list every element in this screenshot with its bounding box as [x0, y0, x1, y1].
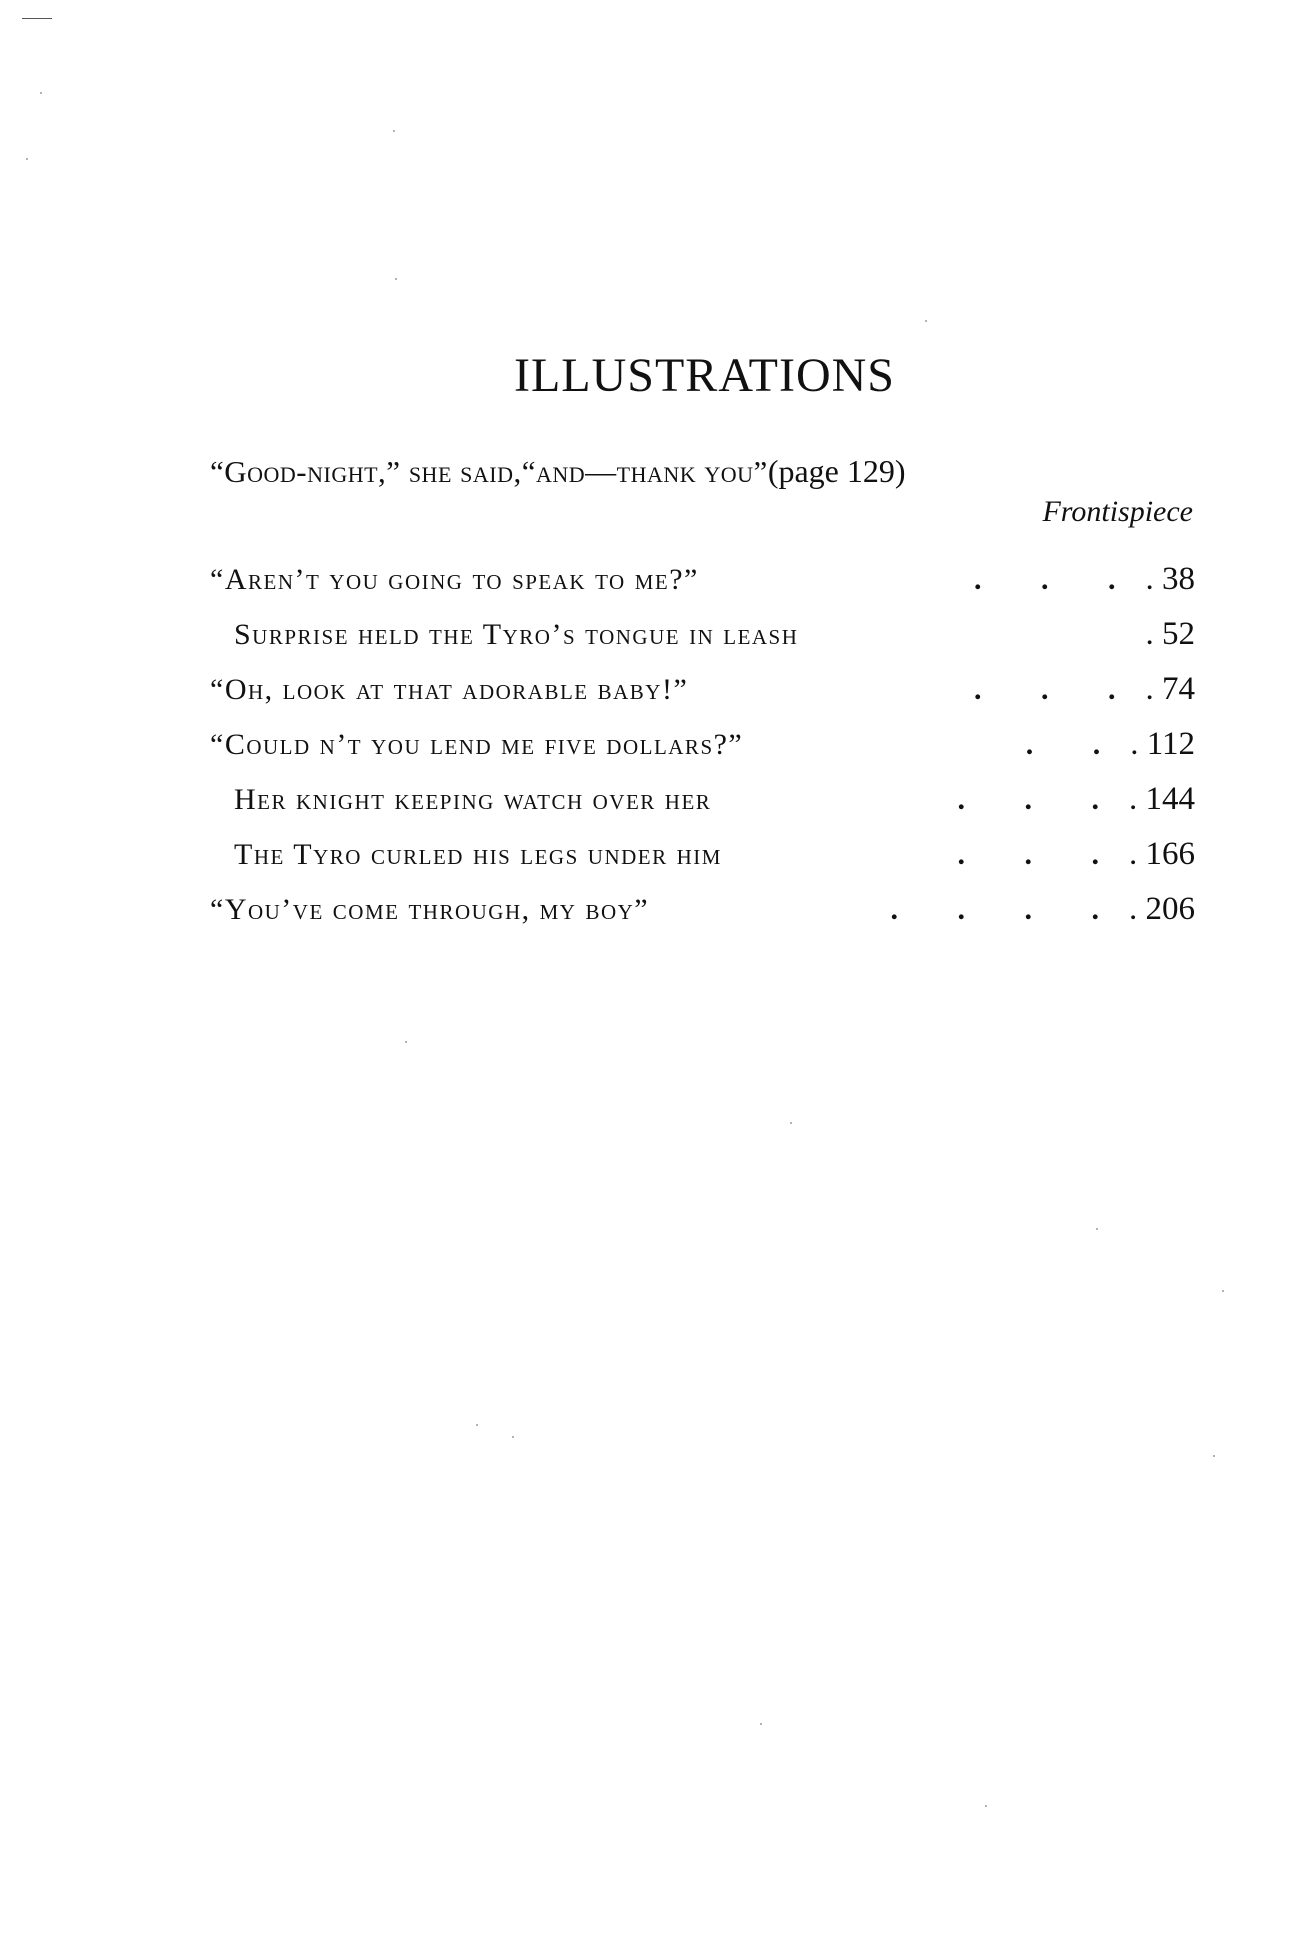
entry-caption: “Could n’t you lend me five dollars?”: [210, 728, 744, 761]
entry-page-number: . 166: [1129, 836, 1195, 872]
paper-speck: [1222, 1290, 1224, 1292]
top-rule: [22, 18, 52, 19]
paper-speck: [26, 158, 28, 160]
dot-leader: . . . .: [890, 893, 1125, 926]
paper-speck: [405, 1041, 407, 1043]
dot-leader: . . .: [974, 673, 1142, 706]
list-item: [210, 552, 1195, 607]
list-item: [210, 607, 1195, 662]
paper-speck: [1213, 1455, 1215, 1457]
entry-page-number: . 74: [1145, 671, 1195, 707]
entry-caption: Her knight keeping watch over her: [234, 783, 712, 816]
frontispiece-entry: [210, 450, 1195, 492]
paper-speck: [393, 130, 395, 132]
page-title: ILLUSTRATIONS: [514, 349, 895, 402]
list-item: [210, 827, 1195, 882]
paper-speck: [1096, 1228, 1098, 1230]
illustrations-list: [210, 450, 1195, 937]
paper-speck: [790, 1122, 792, 1124]
entry-page-number: . 206: [1129, 891, 1195, 927]
entry-page-number: . 38: [1145, 561, 1195, 597]
paper-speck: [925, 320, 927, 322]
frontispiece-page-ref: (page 129): [767, 453, 906, 489]
paper-speck: [512, 1436, 514, 1438]
dot-leader: . . .: [957, 838, 1125, 871]
dot-leader: . . .: [974, 563, 1142, 596]
entry-caption: “Aren’t you going to speak to me?”: [210, 563, 699, 596]
paper-speck: [476, 1424, 478, 1426]
frontispiece-label: Frontispiece: [1042, 495, 1193, 528]
entry-page-number: . 52: [1145, 616, 1195, 652]
entry-caption: “You’ve come through, my boy”: [210, 893, 650, 926]
paper-speck: [760, 1723, 762, 1725]
list-item: [210, 662, 1195, 717]
entry-caption: Surprise held the Tyro’s tongue in leash: [234, 618, 799, 651]
paper-speck: [395, 278, 397, 280]
paper-speck: [985, 1805, 987, 1807]
entry-page-number: . 144: [1129, 781, 1195, 817]
list-item: [210, 882, 1195, 937]
list-item: [210, 772, 1195, 827]
dot-leader: . .: [1025, 728, 1127, 761]
frontispiece-caption: “Good-night,” she said,“and—thank you”: [210, 454, 768, 489]
list-item: [210, 717, 1195, 772]
entry-page-number: . 112: [1130, 726, 1195, 762]
entry-caption: The Tyro curled his legs under him: [234, 838, 722, 871]
entry-caption: “Oh, look at that adorable baby!”: [210, 673, 689, 706]
paper-speck: [40, 92, 42, 94]
dot-leader: . . .: [957, 783, 1125, 816]
